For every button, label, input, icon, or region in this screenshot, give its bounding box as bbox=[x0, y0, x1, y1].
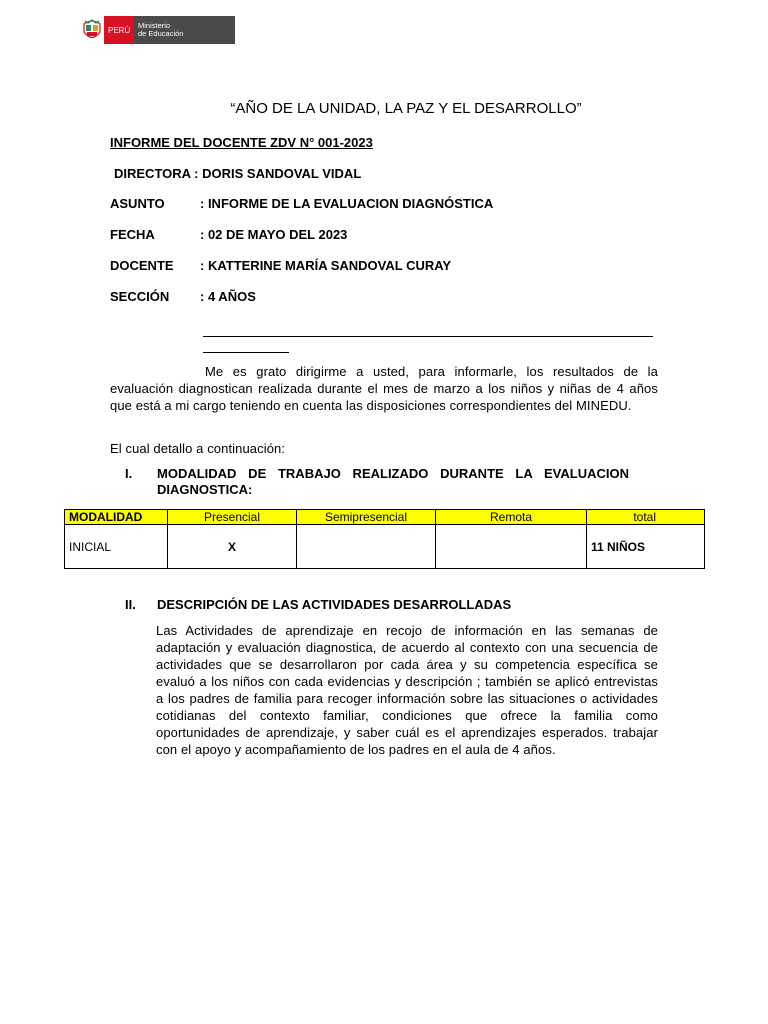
field-value: : INFORME DE LA EVALUACION DIAGNÓSTICA bbox=[200, 196, 494, 211]
section-number: I. bbox=[125, 466, 133, 481]
table-cell: 11 NIÑOS bbox=[587, 525, 705, 569]
table-cell: INICIAL bbox=[65, 525, 168, 569]
section-title: MODALIDAD DE TRABAJO REALIZADO DURANTE LA EVALUACION DIAGNOSTICA: bbox=[157, 466, 629, 497]
field-value: : KATTERINE MARÍA SANDOVAL CURAY bbox=[200, 258, 452, 273]
peru-coat-of-arms-icon bbox=[80, 16, 104, 44]
field-value: : 02 DE MAYO DEL 2023 bbox=[200, 227, 348, 242]
logo-ministry bbox=[134, 16, 235, 44]
table-header-cell: MODALIDAD bbox=[65, 510, 168, 525]
field-label: FECHA bbox=[110, 227, 155, 242]
field-seccion bbox=[110, 289, 670, 305]
ministry-logo bbox=[80, 16, 235, 44]
table-header-cell: Presencial bbox=[168, 510, 297, 525]
section-2-body: Las Actividades de aprendizaje en recojo de información en las semanas de adaptación y evaluación diagnostica, de acuerdo al contexto con una secuencia de actividades que se desarrollaron por cada área y su competencia específica se evaluó a los niños con cada evidencias y descripción ; también se aplicó entrevistas a los padres de familia para recoger información sobre las situaciones o actividades cotidianas del contexto familiar, condiciones que ofrece la familia como oportunidades de aprendizaje, y saber cuál es el aprendizajes esperados. trabajar con el apoyo y acompañamiento de los padres en el aula de 4 años. bbox=[156, 623, 658, 757]
logo-ministry-line2: de Educación bbox=[138, 29, 184, 38]
report-number: INFORME DEL DOCENTE ZDV N° 001-2023 bbox=[110, 135, 373, 150]
table-cell bbox=[436, 525, 587, 569]
table-header-row bbox=[65, 510, 705, 525]
field-value: : 4 AÑOS bbox=[200, 289, 256, 304]
logo-ministry-line1: Ministerio bbox=[138, 21, 171, 30]
modality-table bbox=[64, 509, 705, 569]
table-header-cell: total bbox=[587, 510, 705, 525]
section-2-heading bbox=[125, 597, 635, 613]
table-header-cell: Remota bbox=[436, 510, 587, 525]
section-number: II. bbox=[125, 597, 136, 612]
intro-text: Me es grato dirigirme a usted, para informarle, los resultados de la evaluación diagnostican realizada durante el mes de marzo a los niños y niñas de 4 años que está a mi cargo teniendo en cuenta las disposiciones correspondientes del MINEDU. bbox=[110, 364, 658, 413]
detail-line: El cual detallo a continuación: bbox=[110, 441, 286, 456]
section-1-heading bbox=[125, 466, 635, 500]
section-title: DESCRIPCIÓN DE LAS ACTIVIDADES DESARROLLADAS bbox=[157, 597, 512, 612]
table-row bbox=[65, 525, 705, 569]
separator-line-short bbox=[203, 352, 289, 353]
directora-line: DIRECTORA : DORIS SANDOVAL VIDAL bbox=[114, 166, 362, 181]
field-fecha bbox=[110, 227, 670, 243]
separator-line bbox=[203, 336, 653, 337]
logo-country: PERÚ bbox=[104, 16, 134, 44]
field-label: SECCIÓN bbox=[110, 289, 170, 304]
table-cell: X bbox=[168, 525, 297, 569]
intro-paragraph bbox=[110, 363, 658, 414]
field-docente bbox=[110, 258, 670, 274]
field-label: ASUNTO bbox=[110, 196, 165, 211]
document-title: “AÑO DE LA UNIDAD, LA PAZ Y EL DESARROLLO” bbox=[230, 100, 582, 117]
table-header-cell: Semipresencial bbox=[297, 510, 436, 525]
field-asunto bbox=[110, 196, 670, 212]
field-label: DOCENTE bbox=[110, 258, 174, 273]
table-cell bbox=[297, 525, 436, 569]
